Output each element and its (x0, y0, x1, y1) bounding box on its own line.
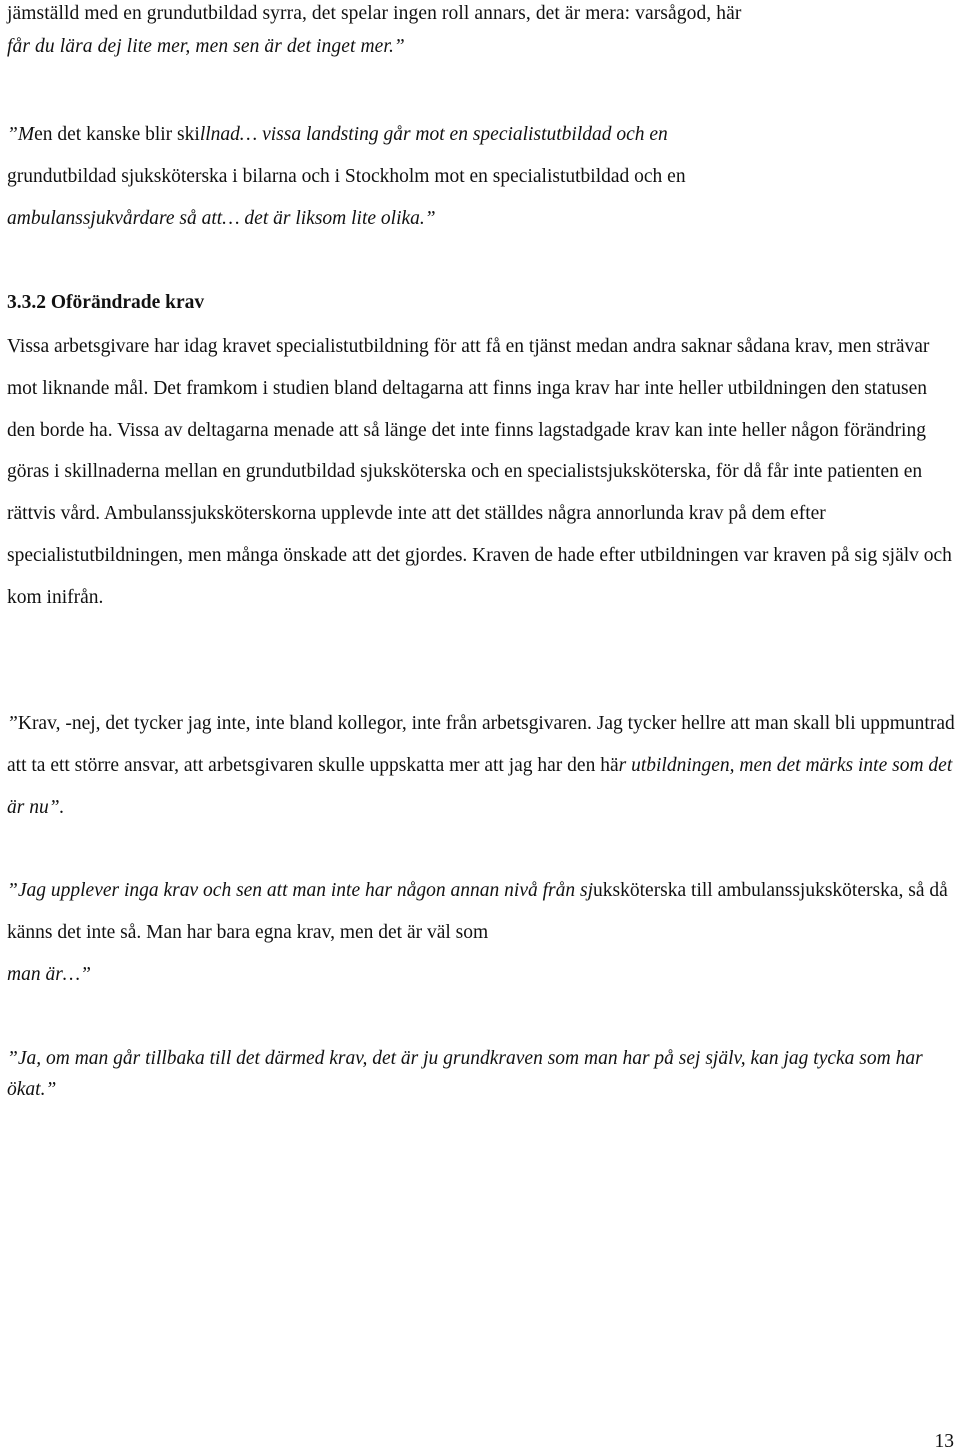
quote-text: grundutbildad sjuksköterska i bilarna och i Stockholm mot en specialistutbildad och en (7, 165, 686, 187)
quote-text-italic: ”Ja, om man går tillbaka till det därmed krav, det är ju grundkraven som man har på sej själv, kan jag tycka som har ökat.” (7, 1048, 923, 1100)
quote-text-italic: ambulanssjukvårdare så att… det är liksom lite olika.” (7, 207, 436, 229)
quote-text: jämställd med en grundutbildad syrra, det spelar ingen roll annars, det är mera: varsågod, här (7, 3, 742, 24)
section-body-paragraph: Vissa arbetsgivare har idag kravet specialistutbildning för att få en tjänst medan andra saknar sådana krav, men strävar mot liknande mål. Det framkom i studien bland deltagarna att finns inga krav har inte heller utbildningen den statusen den borde ha. Vissa av deltagarna menade att så länge det inte finns lagstadgade krav kan inte heller någon förändring göras i skillnaderna mellan en grundutbildad sjuksköterska och en specialistsjuksköterska, för då får inte patienten en rättvis vård. Ambulanssjuksköterskorna upplevde inte att det ställdes några annorlunda krav på dem efter specialistutbildningen, men många önskade att det gjordes. Kraven de hade efter utbildningen var kraven på sig själv och kom inifrån. (7, 336, 952, 608)
quote-open-mark: ”M (7, 124, 35, 145)
quote-grundkrav (7, 1043, 957, 1105)
quote-open-mark: ” (7, 713, 18, 734)
section-heading: 3.3.2 Oförändrade krav (7, 292, 205, 313)
quote-text: uksköterska till ambulanssjuksköterska, så då känns det inte så. Man har bara egna krav, men det är väl som (7, 880, 948, 943)
quote-text-italic: llnad… vissa landsting går mot en specialistutbildad och en (199, 124, 668, 145)
quote-text-italic: får du lära dej lite mer, men sen är det inget mer.” (7, 36, 405, 57)
quote-upplever (7, 870, 957, 995)
quote-landsting (7, 114, 957, 239)
quote-continuation (7, 0, 957, 63)
quote-text-italic: man är…” (7, 963, 91, 985)
page-number: 13 (934, 1431, 954, 1452)
quote-text: en det kanske blir ski (34, 124, 200, 145)
quote-text-italic: r utbildningen, men det märks inte som det är nu”. (7, 754, 953, 818)
quote-text-italic: ”Jag upplever inga krav och sen att man inte har någon annan nivå från sj (7, 880, 594, 901)
quote-text: Krav, -nej, det tycker jag inte, inte bland kollegor, inte från arbetsgivaren. Jag tycker hellre att man skall bli uppmuntrad att ta ett större ansvar, att arbetsgivaren skulle uppskatta mer att jag har den hä (7, 713, 955, 776)
quote-krav (7, 703, 957, 828)
